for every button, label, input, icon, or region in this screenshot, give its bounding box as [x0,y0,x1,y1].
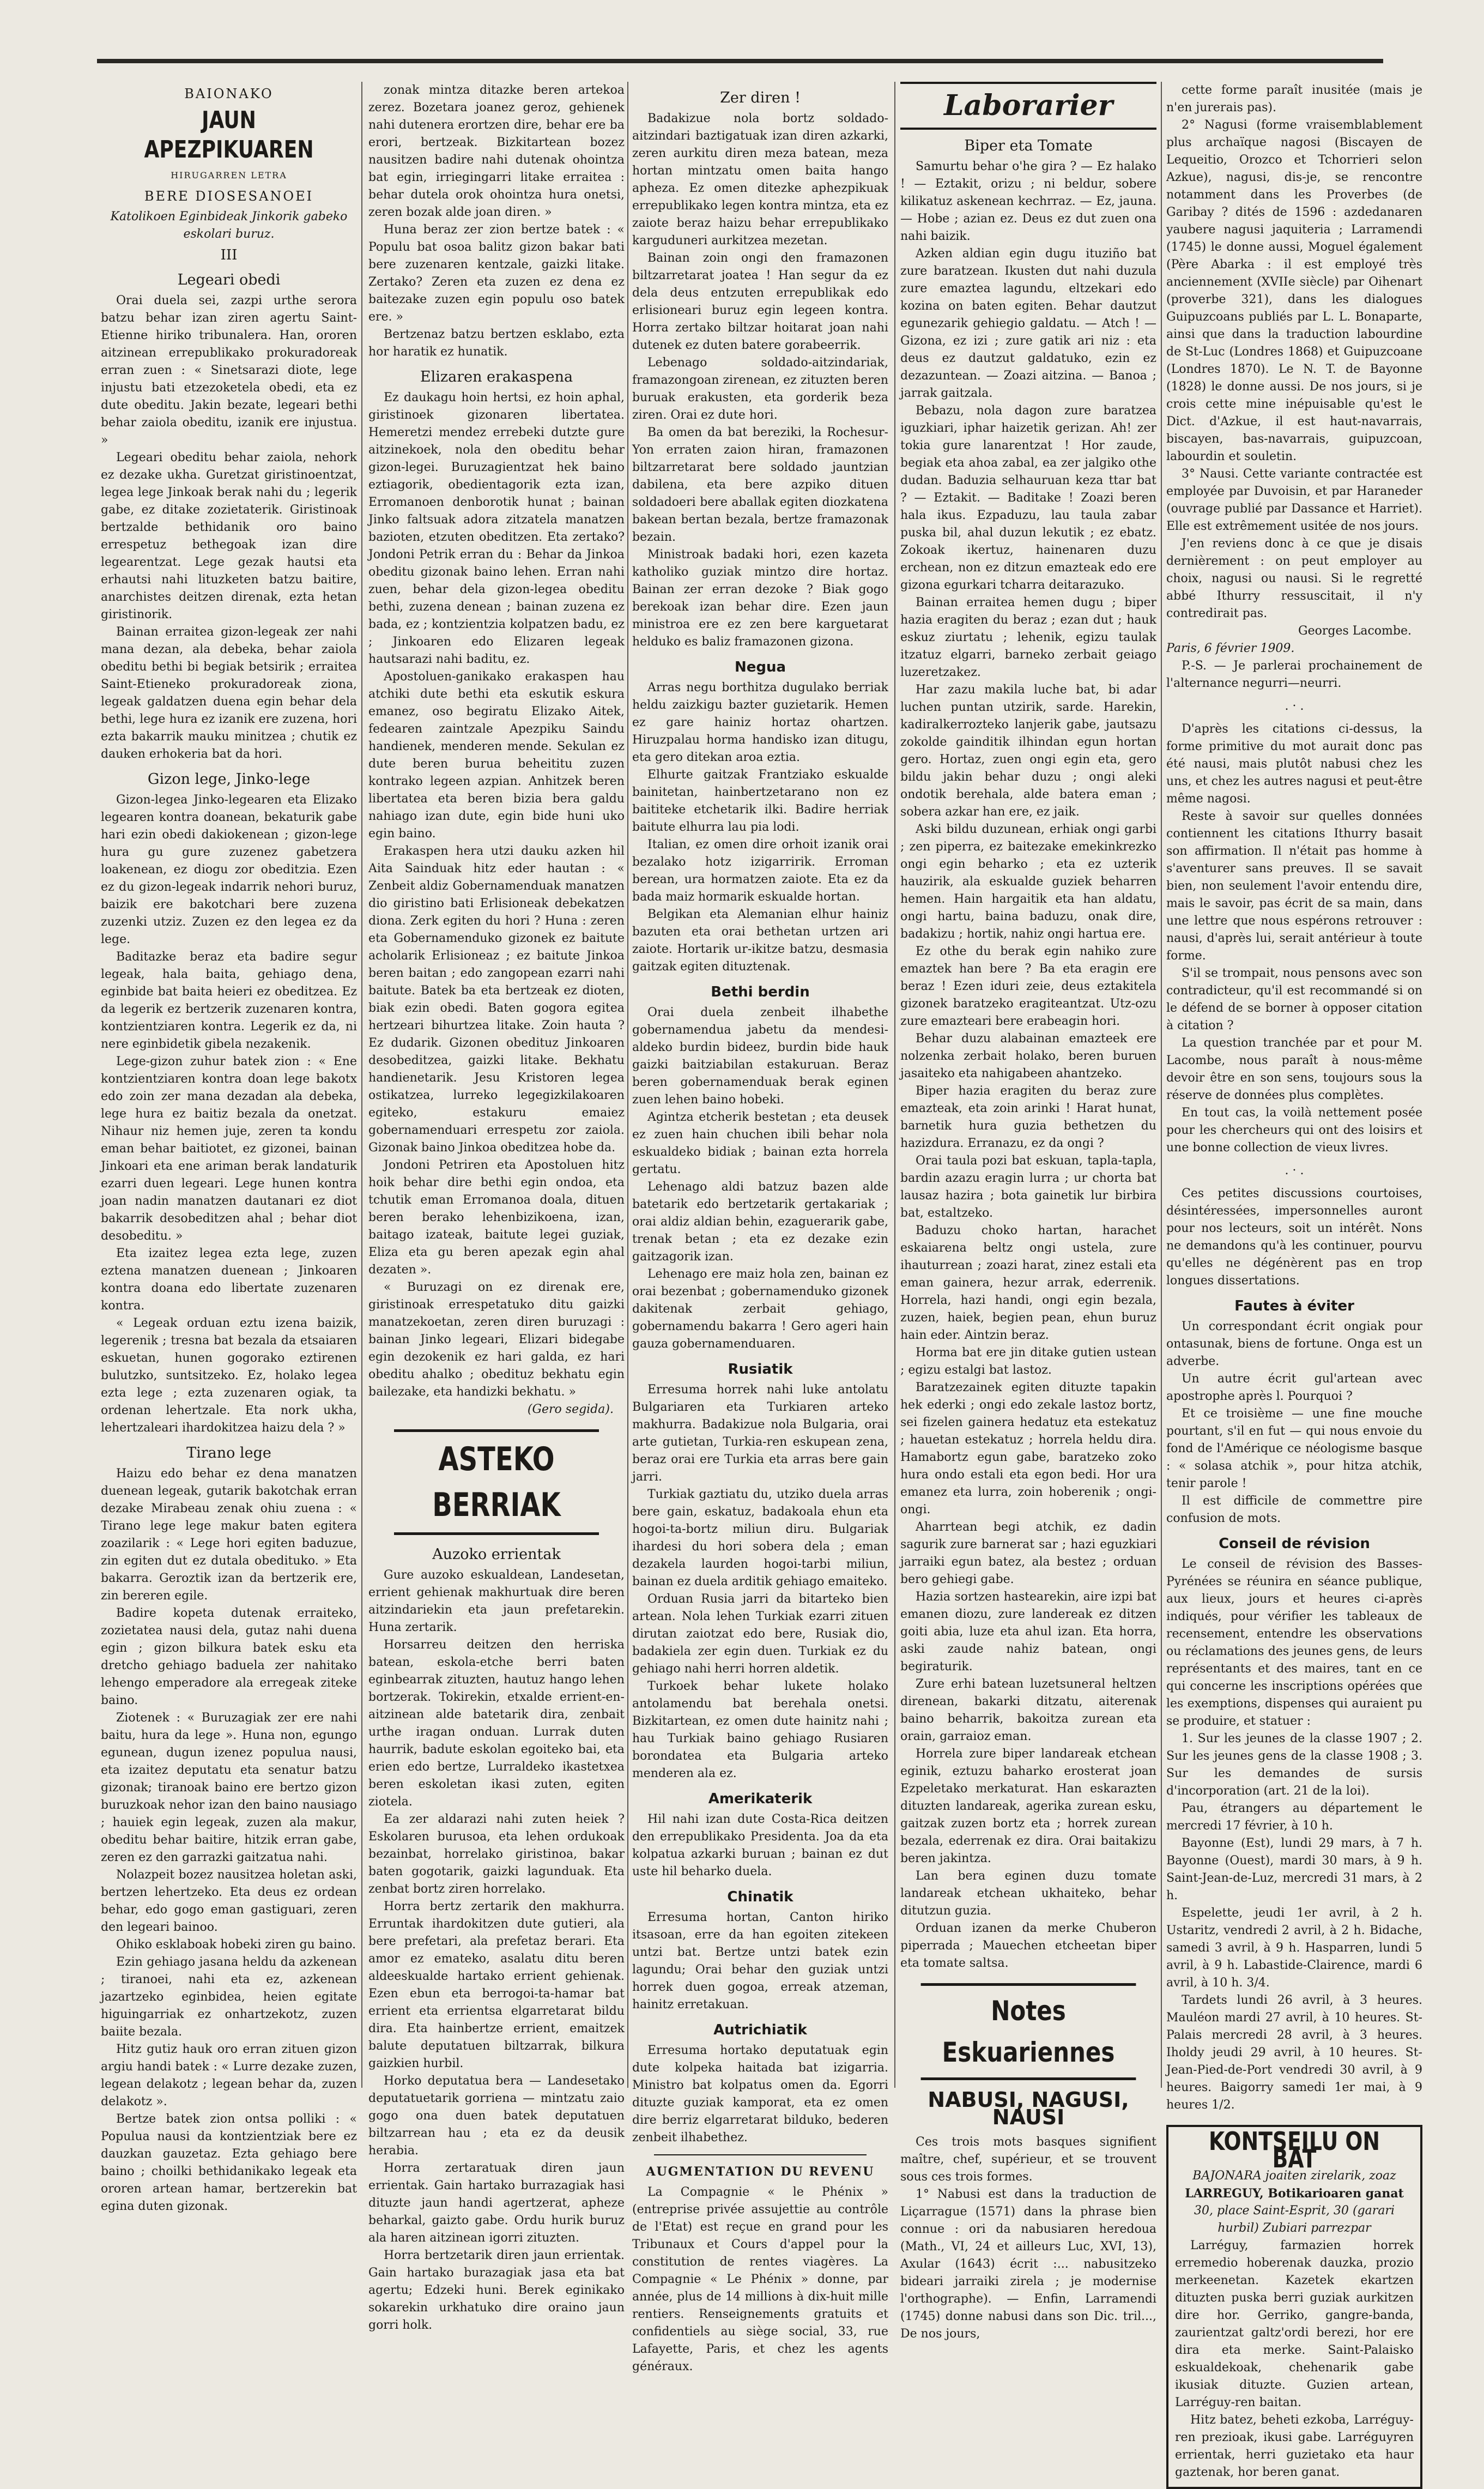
paragraph: Azken aldian egin dugu ituziño bat zure baratzean. Ikusten dut nahi duzula zure emaztea lagundu, eltzekari edo kozina on baten egiten. Behar dautzut egunezarik gehiegio galdatu. — Atch ! — Gizona, ez izi ; zure gatik ari niz : eta deus ez dautzut galdatuko, ezin ez dezazuntean. — Zoazi aitzina. — Banoa ; jarrak gaitzala. [900,247,1156,400]
column-4 [900,82,1156,2341]
separator-dots: . · . [1285,1164,1304,1177]
paragraph: Turkoek behar lukete holako antolamendu bat berehala onetsi. Bizkitartean, ez omen dute hainitz nahi ; hau Turkiak baino gehiago Rusiaren borondatea eta Bulgaria arteko menderen ala ez. [632,1680,888,1780]
news-banner: ASTEKO BERRIAK [394,1429,599,1535]
paragraph: Horra bertz zertarik den makhurra. Erruntak ihardokitzen dute gutieri, ala bere prefetari, ala prefetaz berari. Eta amor ez emateko, asalatu ditu beren aldeeskualde hartako errient gehienak. Ezen ebun eta berrogoi-ta-hamar bat errient eta errientsa elgarretarat bildu dira. Eta hainbertze errient, emaitzek balute deputatuen biltzarrak, bilkura gaizkien hurbil. [368,1900,625,2070]
paragraph: 3° Nausi. Cette variante contractée est employée par Duvoisin, et par Haraneder (ouvrage publié par Dassance et Harriet). Elle est extrêmement usitée de nos jours. [1166,467,1422,533]
paragraph: Haizu edo behar ez dena manatzen duenean legeak, gutarik bakotchak erran dezake Mirabeau zenak ohiu zuena : « Tirano lege lege makur baten egitera zoazilarik : « Lege hori egiten baduzue, zin egiten dut ez dutala obedituko. » Eta bakarra. Geroztik izan da bertzerik ere, zin bereren egile. [101,1467,357,1603]
paragraph: Ministroak badaki hori, ezen kazeta katholiko guziak mintzo dire hortaz. Bainan zer erran dezoke ? Biak gogo berekoak izan behar dire. Ezen jaun ministroa ere ez zen bere karguetarat helduko es baliz framazonen gizona. [632,548,888,649]
paragraph: Il est difficile de commettre pire confusion de mots. [1166,1494,1422,1525]
paragraph: Bainan erraitea hemen dugu ; biper hazia eragiten du beraz ; ezan dut ; hauk eskuz ziurtatu ; lehenik, egizu taulak itzatuz elgarri, barneko zerbait geiago luzeretzakez. [900,596,1156,679]
paragraph: Orai duela zenbeit ilhabethe gobernamendua jabetu da mendesi-aldeko burdin bideez, burdin bide hauk gaizki baitziabilan estakuruan. Beraz beren gobernamenduak berak eginen zuen lehen baino hobeki. [632,1006,888,1107]
paragraph: Bertze batek zion ontsa polliki : « Populua nausi da kontzientziak bere ez dauzkan gauzetaz. Ezta gehiago bere baino ; choilki bethidanikako legeak eta ororen artean hamar, bertzerekin bat egina duten gizonak. [101,2112,357,2213]
paragraph: Horma bat ere jin ditake gutien ustean ; egizu estalgi bat lastoz. [900,1346,1156,1377]
paragraph: Le conseil de révision des Basses-Pyrénées se réunira en séance publique, aux lieux, jours et heures ci-après indiqués, pour vérifier les tableaux de recensement, entendre les observations ou réclamations des jeunes gens, de leurs représentants et des maires, tant en ce qui concerne les inscriptions opérées que les exemptions, dispenses qui auraient pu se produire, et statuer : [1166,1557,1422,1728]
paragraph: Legeari obeditu behar zaiola, nehork ez dezake ukha. Guretzat giristinoentzat, legea lege Jinkoak berak nahi du ; legerik gabe, ez ditake zozietaterik. Giristinoak bertzalde bethidanik oro baino errespetuz bethegoak izan dire legearentzat. Lege gezak hautsi eta erhautsi nahi lituzketen batzu baitire, anarchistes deitzen direnak, ezta hetan giristinorik. [101,451,357,621]
paragraph: Et ce troisième — une fine mouche pourtant, s'il en fut — qui nous envoie du fond de l'Amérique ce néologisme basque : « solasa atchik », pour hitza atchik, tenir parole ! [1166,1407,1422,1490]
ad-heading: AUGMENTATION DU REVENU [646,2165,875,2179]
paragraph: 1° Nabusi est dans la traduction de Liçarrague (1571) dans la phrase bien connue : ori da nabusiaren heredoua (Math., VI, 24 et ailleurs Luc, XVI, 13), Axular (1643) écrit :... nabusitzeko bideari jarraiki zirela ; je modernise l'orthographe). — Enfin, Larramendi (1745) donne nabusi dans son Dic. tril..., De nos jours, [900,2188,1156,2341]
paragraph: Ez othe du berak egin nahiko zure emaztek han bere ? Ba eta eragin ere beraz ! Ezen iduri zeie, deus eztakitela gizonek baratzeko eragiteantzat. Utz-ozu zure emazteari bere erabeagin hori. [900,945,1156,1028]
paragraph: Lebenago soldado-aitzindariak, framazongoan zirenean, ez zituzten beren buruak erakusten, eta gorderik beza ziren. Orai ez dute hori. [632,356,888,422]
divider [654,2154,867,2155]
column-divider [361,82,362,2088]
paragraph: 1. Sur les jeunes de la classe 1907 ; 2. Sur les jeunes gens de la classe 1908 ; 3. Sur les demandes de sursis d'incorporation (art. 21 de la loi). [1166,1732,1422,1798]
paragraph: Erresuma hortako deputatuak egin dute kolpeka haitada bat izigarria. Ministro bat kolpatus omen da. Egorri dituzte guziak kamporat, eta ez omen dire berriz elgarretarat bilduko, bederen zenbeit ilhabethez. [632,2044,888,2144]
paragraph: Bebazu, nola dagon zure baratzea iguzkiari, iphar haizetik gerizan. Ah! zer tokia gure lanarentzat ! Hor zaude, begiak eta ahoa zabal, ea zer jalgiko othe dudan. Baduzia selhauruan keza ttar bat ? — Eztakit. — Baditake ! Zoazi beren hala ikus. Ezpaduzu, lau taula zabar puska bil, ahal duzun lekutik ; ez ebatz. Zokoak ikertuz, hainenaren duzu erchean, non ez ditzun emazteak edo ere gizona egurkari tcharra deitarazuko. [900,404,1156,592]
paragraph: cette forme paraît inusitée (mais je n'en jurerais pas). [1166,83,1422,114]
paragraph: Baratzezainek egiten dituzte tapakin hek ederki ; ongi edo zekale lastoz bortz, sei fizelen gainera hedatuz eta estekatuz ; hauetan estekatuz ; horrela heldu dira. Hamabortz egun gabe, baratzeko zoko hura ondo estali eta egon bedi. Hor ura emanez eta lurra, zoin hoberenik ; ongi-ongi. [900,1381,1156,1517]
paragraph: Pau, étrangers au département le mercredi 17 février, à 10 h. [1166,1802,1422,1833]
paragraph: Un correspondant écrit ongiak pour ontasunak, biens de fortune. Onga est un adverbe. [1166,1320,1422,1368]
paragraph: La question tranchée par et pour M. Lacombe, nous paraît à nous-même devoir être en son sens, toujours sous la réserve de données plus complètes. [1166,1036,1422,1102]
paragraph: Badire kopeta dutenak erraiteko, zozietatea nausi dela, gutaz nahi duena egin ; gizon bilkura batek esku eta dretcho gehiago baduela zer nahitako lehengo emperadore ala erregeak ziteke baino. [101,1606,357,1707]
section-heading: Elizaren erakaspena [420,368,573,385]
paragraph: « Buruzagi on ez direnak ere, giristinoak errespetatuko ditu gaizki manatzekoetan, zeren diren buruzagi : bainan Jinko legeari, Elizari bidegabe egin dezokenik ez hari galda, ez hari obeditu ahalko ; obedituz bekhatu egin bailezake, eta handizki bekhatu. » [368,1280,625,1399]
section-heading: Negua [734,659,786,675]
paragraph: Erakaspen hera utzi dauku azken hil Aita Sainduak hitz eder hautan : « Zenbeit aldiz Gobernamenduak manatzen dio giristino bati Erlisioneak debekatzen diona. Zerk egiten du hori ? Huna : zeren eta Gobernamenduko gizonek ez baitute acholarik Erlisioneaz ; ez baitute Jinkoa beren baitan ; edo zangopean ezarri nahi baitute. Batek ba eta bertzeak ez dioten, biak ezin obedi. Baten gogora egitea hertzeari bihurtzea litake. Zoin hauta ? Ez dudarik. Gizonen obedituz Jinkoaren desobeditzea, gaizki litake. Bekhatu handienetarik. Jesu Kristoren legea ostikatzea, lurreko legegizkilakoaren egiteko, estakuru emaiez gobernamenduari errespetu zor zaiola. Gizonak baino Jinkoa obeditzea hobe da. [368,844,625,1155]
paragraph: Baditazke beraz eta badire segur legeak, hala baita, gehiago dena, eginbide bat baita heieri ez obeditzea. Ez da legerik ez bertzerik zuzenaren kontra, kontzientziaren kontra. Legerik ez da, ni nere eginbidetik gibela nezakenik. [101,950,357,1051]
paragraph: Lege-gizon zuhur batek zion : « Ene kontzientziaren kontra doan lege bakotx edo zoin zer mana dezadan ala debeka, lege hura ez baitiz bezala da onetzat. Nihaur niz hemen juje, zeren ta kondu eman behar baitiotet, ez gizonei, bainan Jinkoari eta ene ariman berak landaturik ezarri duen legeari. Lege hunen kontra joan nadin manatzen dautanari ez diot bakarrik desobeditzen ahal ; behar diot desobeditu. » [101,1055,357,1243]
paragraph: Larréguy, farmazien horrek erremedio hoberenak dauzka, prozio merkeenetan. Kazetek ekartzen dituzten puska berri guziak aurkitzen dire hor. Gerriko, gangre-banda, zaurientzat galtz'ordi berezi, hor ere dira eta merke. Saint-Palaisko eskualdekoak, chehenarik gabe ikusiak dituzte. Guzien artean, Larréguy-ren baitan. [1175,2239,1414,2409]
paragraph: Zure erhi batean luzetsuneral heltzen direnean, bakarki ditzatu, aiterenak baino beharrik, bakoitza zurean eta orain, garraioz eman. [900,1677,1156,1743]
section-heading: Conseil de révision [1219,1536,1370,1552]
column-2 [368,82,625,2332]
column-1 [101,82,357,2213]
paragraph: Ces trois mots basques signifient maître, chef, supérieur, et se trouvent sous ces trois formes. [900,2135,1156,2184]
part-number: III [220,247,238,263]
article-letter: HIRUGARREN LETRA [171,170,287,180]
paragraph: J'en reviens donc à ce que je disais dernièrement : on peut employer au choix, nagusi ou nausi. Si le regretté abbé Ithurry ressuscitait, il n'y contredirait pas. [1166,537,1422,620]
paragraph: Ziotenek : « Buruzagiak zer ere nahi baitu, hura da lege ». Huna non, egungo egunean, dugun izenez populua nausi, eta izaitez deputatu eta senatur batzu gizonak; tiranoak baino ere bertzo gizon buruzkoak nehor izan den baino nausiago ; hauiek egin legeak, zuzen ala makur, obeditu behar baitire, hitzik erran gabe, zeren ez den garrazki gaitzatua nahi. [101,1711,357,1864]
ad-subtitle: BAJONARA joaiten zirelarik, zoaz [1192,2169,1396,2183]
paragraph: S'il se trompait, nous pensons avec son contradicteur, qu'il est recommandé si on le défend de se borner à opposer citation à citation ? [1166,966,1422,1032]
section-heading: Chinatik [727,1889,794,1905]
paragraph: Aharrtean begi atchik, ez dadin sagurik zure barnerat sar ; hazi eguzkiari jarraiki egun batez, ala bestez ; orduan bero gehiegi gabe. [900,1520,1156,1586]
laborarier-banner: Laborarier [900,82,1156,130]
paragraph: Horsarreu deitzen den herriska batean, eskola-etche berri baten eginbearrak zituzten, hautuz hango lehen bortzerak. Tokirekin, etxalde errient-en-aitzinean alde batetarik dira, zenbait urthe iragan onduan. Lurrak duten haurrik, badute eskolan egoiteko bai, eta erien edo bertze, Lurraldeko ikastetxea beren eskoletan ikasi zuten, egiten ziotela. [368,1638,625,1809]
paragraph: Lehenago ere maiz hola zen, bainan ez orai bezenbat ; gobernamenduko gizonek dakitenak zerbait gehiago, gobernamendu bakarra ! Gero ageri hain gauza gobernamenduaren. [632,1267,888,1351]
column-3 [632,82,888,2373]
paragraph: « Legeak orduan eztu izena baizik, legerenik ; tresna bat bezala da etsaiaren eskuetan, hunen gogorako eztirenen bulutzko, suntsitzeko. Ez, holako legea ezta lege ; ezta zuzenaren ogiak, ta ordenan lehertzale. Eta nork ukha, lehertzaleari ihardokitzea haizu dela ? » [101,1316,357,1435]
paragraph: Ces petites discussions courtoises, désintéressées, impersonnelles auront pour nos lecteurs, soit un intérêt. Nons ne demandons qu'à les continuer, pourvu qu'elles ne dégénèrent pas en trop longues dissertations. [1166,1187,1422,1288]
paragraph: Aski bildu duzunean, erhiak ongi garbi ; zen piperra, ez baitezake emekinkrezko ongi egin beharko ; eta ez uzterik hauzirik, ala eskualde guziek beharren hemen. Hain hargaitik eta han aldatu, ongi hartu, baina baduzu, onak dire, badakizu ; hortik, nahiz ongi hartua ere. [900,823,1156,941]
section-heading: Biper eta Tomate [964,137,1093,154]
paragraph: Ezin gehiago jasana heldu da azkenean ; tiranoei, nahi eta ez, azkenean jazartzeko eginbidea, heien egitate higuingarriak ez onhartzekotz, zuzen baiite bezala. [101,1955,357,2039]
section-heading: Bethi berdin [711,984,810,1000]
paragraph: Lehenago aldi batzuz bazen alde batetarik edo bertzetarik gertakariak ; orai aldiz aldian behin, ezaguerarik gabe, trenak betan ; eta ez dezake ezin gaitzagorik izan. [632,1180,888,1264]
paragraph: Horra bertzetarik diren jaun errientak. Gain hartako burazagiak jasa eta bat agertu; Edzeki huni. Berek eginikako sokarekin urkhatuko dire oraino jaun gorri holk. [368,2249,625,2332]
paragraph: Espelette, jeudi 1er avril, à 2 h. Ustaritz, vendredi 2 avril, à 2 h. Bidache, samedi 3 avril, à 9 h. Hasparren, lundi 5 avril, à 9 h. Labastide-Clairence, mardi 6 avril, à 10 h. 3/4. [1166,1906,1422,1990]
paragraph: Apostoluen-ganikako erakaspen hau atchiki dute bethi eta eskutik eskura emanez, oso begiratu Elizako Aitek, fedearen zaintzale Apezpiku Saindu handienek, menderen mende. Sekulan ez dute beren burua beheititu zuzen kontrako legeen azpian. Anhitzek beren libertatea eta beren bizia bera galdu nahiago izan dute, egin bide huni uko egin baino. [368,670,625,841]
paragraph: Horrela zure biper landareak etchean eginik, eztuzu baharko erosterat joan Ezpeletako merkaturat. Han eskarazten dituzten landareak, agerika zurean esku, gaitzak zuzen bortz eta ; horrek zurean bezala, ederrenak ez dira. Orai baitakizu beren jakintza. [900,1747,1156,1865]
paragraph: Bayonne (Est), lundi 29 mars, à 7 h. Bayonne (Ouest), mardi 30 mars, à 9 h. Saint-Jean-de-Luz, mercredi 31 mars, à 2 h. [1166,1836,1422,1902]
paragraph: Reste à savoir sur quelles données contiennent les citations Ithurry basait son affirmation. Il n'était pas homme à s'aventurer sans preuves. Il se savait bien, non seulement l'avoir entendu dire, mais le savoir, pas écrit de sa main, dans une lettre que nous espérons retrouver : nausi, d'après lui, serait antérieur à toute forme. [1166,809,1422,963]
dept-heading: BAIONAKO [184,86,274,101]
paragraph: Orai taula pozi bat eskuan, tapla-tapla, bardin azazu eragin lurra ; ur chorta bat lausaz hazira ; bota gainetik lur birbira bat, estaltzeko. [900,1154,1156,1220]
paragraph: Ez daukagu hoin hertsi, ez hoin aphal, giristinoek gizonaren libertatea. Hemeretzi mendez errebeki dutzte gure aitzinekoek, nola den obeditu behar gizon-legei. Buruzagientzat hek baino eztiagorik, obedientagorik ezta izan, Erromanoen denborotik hunat ; bainan Jinko faltsuak adora zitzatela manatzen bazioten, etzuten obeditzen. Eta zertako? Jondoni Petrik erran du : Behar da Jinkoa obeditu gizonak baino lehen. Erran nahi zuen, behar dela gizon-legea obeditu bethi, zuzena denean ; bainan zuzena ez bada, ez ; kontzientzia kolpatzen badu, ez ; Jinkoaren edo Elizaren legeak hautsarazi nahi baditu, ez. [368,391,625,666]
section-heading: Gizon lege, Jinko-lege [147,771,311,788]
paragraph: Huna beraz zer zion bertze batek : « Populu bat osoa balitz gizon bakar bati bere zuzenaren kentzale, gaizki litake. Zertako? Zeren eta zuzen ez dena ez baitezake zuzen egin populu oso batek ere. » [368,223,625,324]
ad-address: 30, place Saint-Esprit, 30 (garari hurbil) Zubiari parrezpar [1194,2204,1395,2235]
paragraph: Hitz batez, beheti ezkoba, Larréguy-ren prezioak, ikusi gabe. Larréguyren errientak, herri guzietako eta haur gaztenak, hor beren ganat. [1175,2413,1414,2479]
paragraph: Bertzenaz batzu bertzen esklabo, ezta hor haratik ez hunatik. [368,328,625,359]
section-heading: Zer diren ! [720,89,801,106]
paragraph: Orduan izanen da merke Chuberon piperrada ; Mauechen etcheetan biper eta tomate saltsa. [900,1922,1156,1970]
paragraph: Arras negu borthitza dugulako berriak heldu zaizkigu bazter guzietarik. Hemen ez gare hainiz hortaz ohartzen. Hiruzpalau horma handisko izan ditugu, eta gero ditekan aroa eztia. [632,681,888,764]
paragraph: Hil nahi izan dute Costa-Rica deitzen den errepublikako Presidenta. Joa da eta kolpatua azkarki buruan ; bainan ez dut uste hil beharko duela. [632,1813,888,1878]
section-heading: Tirano lege [186,1445,271,1461]
paragraph: Biper hazia eragiten du beraz zure emazteak, eta zoin arinki ! Harat hunat, barnetik hura guzia bethetzen du hazizdura. Erranazu, ez da ongi ? [900,1084,1156,1150]
section-heading: Fautes à éviter [1234,1298,1354,1314]
paragraph: Agintza etcherik bestetan ; eta deusek ez zuen hain chuchen ibili behar nola eskualdeko bidiak ; bainan ezta horrela gertatu. [632,1110,888,1176]
paragraph: P.-S. — Je parlerai prochainement de l'alternance negurri—neurri. [1166,659,1422,690]
signature: Georges Lacombe. [1298,624,1412,638]
section-heading: Autrichiatik [713,2022,807,2038]
paragraph: Nolazpeit bozez nausitzea holetan aski, bertzen lehertzeko. Eta deus ez ordean behar, edo gogo eman gastiguari, zeren den legeari bainoo. [101,1868,357,1934]
paragraph: Jondoni Petriren eta Apostoluen hitz hoik behar dire bethi egin ondoa, eta tchutik eman Erromanoa doala, dituen beren berako lehenbizikoena, izan, baitago izateak, baitute legei guziak, Eliza eta gu beren apezak egin ahal dezaten ». [368,1158,625,1277]
paragraph: Ohiko esklaboak hobeki ziren gu baino. [116,1938,356,1952]
paragraph: Italian, ez omen dire orhoit izanik orai bezalako hotz izigarririk. Erroman berean, ura hormatzen zaiote. Eta ez da bada maiz hormarik eskualde hortan. [632,838,888,904]
section-heading: Legeari obedi [177,271,281,288]
notes-banner: Notes Eskuariennes [921,1983,1136,2080]
paragraph: Horko deputatua bera — Landesetako deputatuetarik gorriena — mintzatu zaio gogo ona duen batek deputatuen biltzarrean hau ; eta ez da deusik herabia. [368,2074,625,2158]
advertisement-box [1166,2125,1422,2489]
to-be-continued: (Gero segida). [527,1403,614,1416]
paragraph: Erresuma hortan, Canton hiriko itsasoan, erre da han egoiten zitekeen untzi bat. Bertze untzi batek ezin lagundu; Orai behar den guziak untzi horrek duen gogoa, erreak atzeman, hainitz erretakuan. [632,1911,888,2011]
paragraph: Eta izaitez legea ezta lege, zuzen eztena manatzen duenean ; Jinkoaren kontra doana edo libertate zuzenaren kontra. [101,1247,357,1313]
paragraph: Elhurte gaitzak Frantziako eskualde bainitetan, hainbertzetarano non ez baititeke etchetarik ilki. Badire herriak baitute elhurra lau pia lodi. [632,768,888,834]
column-5 [1166,82,1422,2479]
paragraph: Hazia sortzen hastearekin, aire izpi bat emanen diozu, zure landereak ez ditzen goiti abia, luze eta ahul izan. Eta horra, aski zaude nahiz batean, ongi begiraturik. [900,1590,1156,1674]
paragraph: Har zazu makila luche bat, bi adar luchen puntan utzirik, sarde. Harekin, kadiralkerrozteko lanjerik gabe, jautsazu zokolde gainditik ilhindan egun hortan gero. Hortaz, zuen ongi egin eta, gero bildu jakin behar duzu ; ongi aleki ondotik berehala, alde batera eman ; sobera azkar han ere, ez jaik. [900,683,1156,819]
article-subtitle: Katolikoen Eginbideak Jinkorik gabeko eskolari buruz. [110,210,348,241]
paragraph: Lan bera eginen duzu tomate landareak etchean ukhaiteko, behar ditutzun guzia. [900,1869,1156,1918]
section-heading: Auzoko errientak [432,1546,561,1563]
paragraph: Belgikan eta Alemanian elhur hainiz bazuten eta orai bethetan urtzen ari zaiote. Hortarik ur-ikitze batzu, desmasia gaitzak egiten dituztenak. [632,908,888,974]
ad-name: LARREGUY, Botikarioaren ganat [1185,2186,1404,2201]
section-heading: NABUSI, NAGUSI, NAUSI [928,2088,1129,2129]
article-title: JAUN APEZPIKUAREN [144,106,314,164]
paragraph: Baduzu choko hartan, harachet eskaiarena beltz ongi ustela, zure ihauturrean ; zoazi harat, zinez estali eta eman gainera, hezur arrak, ederrenik. Horrela, hazi handi, ongi egin bezala, zuzen, haiek, begien pean, ehun buruz hain eder. Aintzin beraz. [900,1224,1156,1342]
paragraph: La Compagnie « le Phénix » (entreprise privée assujettie au contrôle de l'Etat) est reçue en grand pour les Tribunaux et Cours d'appel pour la constitution de rentes viagères. La Compagnie « Le Phénix » donne, par année, plus de 14 millions à dix-huit mille rentiers. Renseignements gratuits et confidentiels au siège social, 33, rue Lafayette, Paris, et chez les agents généraux. [632,2185,888,2373]
section-heading: Amerikaterik [708,1791,813,1807]
paragraph: D'après les citations ci-dessus, la forme primitive du mot aurait donc pas été nausi, mais plutôt nabusi chez les uns, et chez les autres nagusi et peut-être même nagosi. [1166,722,1422,806]
paragraph: Horra zertaratuak diren jaun errientak. Gain hartako burrazagiak hasi dituzte jaun handi agertzerat, apheze beharkal, gaizto gabe. Ordu hurik buruz ala haren aitzinean igorri zituzten. [368,2161,625,2245]
paragraph: Ea zer aldarazi nahi zuten heiek ? Eskolaren burusoa, eta lehen ordukoak bezainbat, horrelako giristinoa, bakar baten gogotarik, gaizki lagunduak. Eta zenbat bortz ziren horrelako. [368,1813,625,1896]
paragraph: zonak mintza ditazke beren artekoa zerez. Bozetara joanez geroz, gehienek nahi dutenera erortzen dire, behar ere ba erori, bertzeak. Bizkitartean bozez nausitzen badire nahi dutenak ohointza bat egin, irriegingarri litake erraitea : behar dutela orok ohointza hura onetsi, zeren bozak alde joan diren. » [368,83,625,219]
paragraph: Gure auzoko eskualdean, Landesetan, errient gehienak makhurtuak dire beren aitzindariekin eta jaun prefetarekin. Huna zertarik. [368,1568,625,1634]
paragraph: Orduan Rusia jarri da bitarteko bien artean. Nola lehen Turkiak ezarri zituen dirutan zaiotzat edo bere, Rusiak dio, badakiela zer egin duen. Turkiak ez du gehiago nahi herri horren aldetik. [632,1592,888,1676]
paragraph: Bainan erraitea gizon-legeak zer nahi mana dezan, ala debeka, behar zaiola obeditu bethi bi begiak betsirik ; erraitea Saint-Etieneko prokuradoreak ziona, legeak galdatzen duena egin behar dela bethi, lege hura ez izanik ere zuzena, hori ezta bakarrik mauku minitzea ; chutik ez dauken erhokeria bat da hori. [101,625,357,761]
column-divider [1161,82,1162,2088]
paragraph: Gizon-legea Jinko-legearen eta Elizako legearen kontra doanean, bekaturik gabe hari ezin obedi dakiokenean ; gizon-lege hura gu gure zuzenez gabetzera loakenean, ez diogu zor obeditzia. Ezen ez du gizon-legeak indarrik nehori buruz, baizik ere bakotchari bere zuzena zuzenki utziz. Zuzen ez den legea ez da lege. [101,793,357,946]
paragraph: En tout cas, la voilà nettement posée pour les chercheurs qui ont des loisirs et une bonne collection de vieux livres. [1166,1106,1422,1155]
paragraph: Ba omen da bat bereziki, la Rochesur-Yon erraten zaion hiran, framazonen biltzarretarat bere soldado jauntzian dabilena, eta bere azpiko dituen soldadoeri bere aballak egiten diozkatena bakean bertan bezala, bertze framazonak bezain. [632,426,888,544]
column-divider [627,82,628,2088]
section-heading: Rusiatik [728,1361,793,1378]
paragraph: Orai duela sei, zazpi urthe serora batzu behar izan ziren agertu Saint-Etienne hiriko tribunalera. Han, ororen aitzinean errepublikako prokuradoreak erran zuen : « Sinetsarazi diote, lege injustu bati etzezoketela obedi, eta ez dute obeditu. Jakin bezate, legeari bethi behar zaiola obeditu, izanik ere injustua. » [101,294,357,447]
paragraph: Tardets lundi 26 avril, à 3 heures. Mauléon mardi 27 avril, à 10 heures. St-Palais mercredi 28 avril, à 3 heures. Iholdy jeudi 29 avril, à 10 heures. St-Jean-Pied-de-Port vendredi 30 avril, à 9 heures. Baigorry samedi 1er mai, à 9 heures 1/2. [1166,1993,1422,2112]
paragraph: Badakizue nola bortz soldado-aitzindari baztigatuak izan diren azkarki, zeren aurkitu diren meza batean, meza hortan mintzatu omen baita hango apheza. Ez omen ditezke aphezpikuak errepublikako legen kontra mintza, eta ez zaiote beraz haizu behar errepublikako karguduneri aurkitzea mezetan. [632,112,888,247]
paragraph: Erresuma horrek nahi luke antolatu Bulgariaren eta Turkiaren arteko makhurra. Badakizue nola Bulgaria, orai arte gutietan, Turkia-ren eskupean zena, beraz orai ere Turkia eta arras bere gain jarri. [632,1383,888,1484]
paragraph: Turkiak gaztiatu du, utziko duela arras bere gain, eskatuz, badakoala ehun eta hogoi-ta-bortz miliun diru. Bulgariak ihardesi du hori sobera dela ; eman dezakela laurden hogoi-tarbi miliun, bainan ez duela arditik gehiago emaiteko. [632,1488,888,1588]
paragraph: Behar duzu alabainan emazteek ere nolzenka zerbait holako, beren buruen jasaiteko eta nahigabeen ahantzeko. [900,1032,1156,1080]
separator-dots: . · . [1285,699,1304,713]
paragraph: Hitz gutiz hauk oro erran zituen gizon argiu handi batek : « Lurre dezake zuzen, legean delakotz ; legean behar da, zuzen delakotz ». [101,2043,357,2109]
dateline: Paris, 6 février 1909. [1166,642,1295,655]
ad-title: KONTSEILU ON BAT [1209,2126,1380,2173]
article-dedication: BERE DIOSESANOEI [144,189,314,204]
paragraph: Un autre écrit gul'artean avec apostrophe après l. Pourquoi ? [1166,1372,1422,1403]
column-divider [894,82,895,2088]
paragraph: Samurtu behar o'he gira ? — Ez halako ! — Eztakit, orizu ; ni beldur, sobere kilikatuz askenean kechrraz. — Ez, jauna. — Hobe ; azian ez. Deus ez dut zuen ona nahi baizik. [900,160,1156,243]
paragraph: Bainan zoin ongi den framazonen biltzarretarat joatea ! Han segur da ez dela deus entzuten errepublikak edo erlisioneari buruz egin legeen kontra. Horra zertako biltzar hoitarat joan nahi dutenek ez duten batere gorabeerrik. [632,251,888,352]
paragraph: 2° Nagusi (forme vraisemblablement plus archaïque nagosi (Biscayen de Lequeitio, Orozco et Tchorrieri selon Azkue), nagusi, dis-je, se rencontre notamment dans les Proverbes (de Garibay ? dités de 1596 : azdedanaren yaubere nagusi jaquiteria ; Larramendi (1745) le donne aussi, Moguel également (Père Abarka : il est employé très anciennement (XVIIe siècle) par Oihenart (proverbe 321), dans les dialogues Guipuzcoans publiés par L. L. Bonaparte, ainsi que dans la traduction labourdine de St-Luc (Londres 1868) et Guipuzcoane (Londres 1870). Le N. T. de Bayonne (1828) le donne aussi. De nos jours, si je crois cette mine inépuisable qu'est le Dict. d'Azkue, il est haut-navarrais, biscayen, bas-navarrais, guipuzcoan, labourdin et souletin. [1166,118,1422,463]
top-rule [97,59,1383,63]
